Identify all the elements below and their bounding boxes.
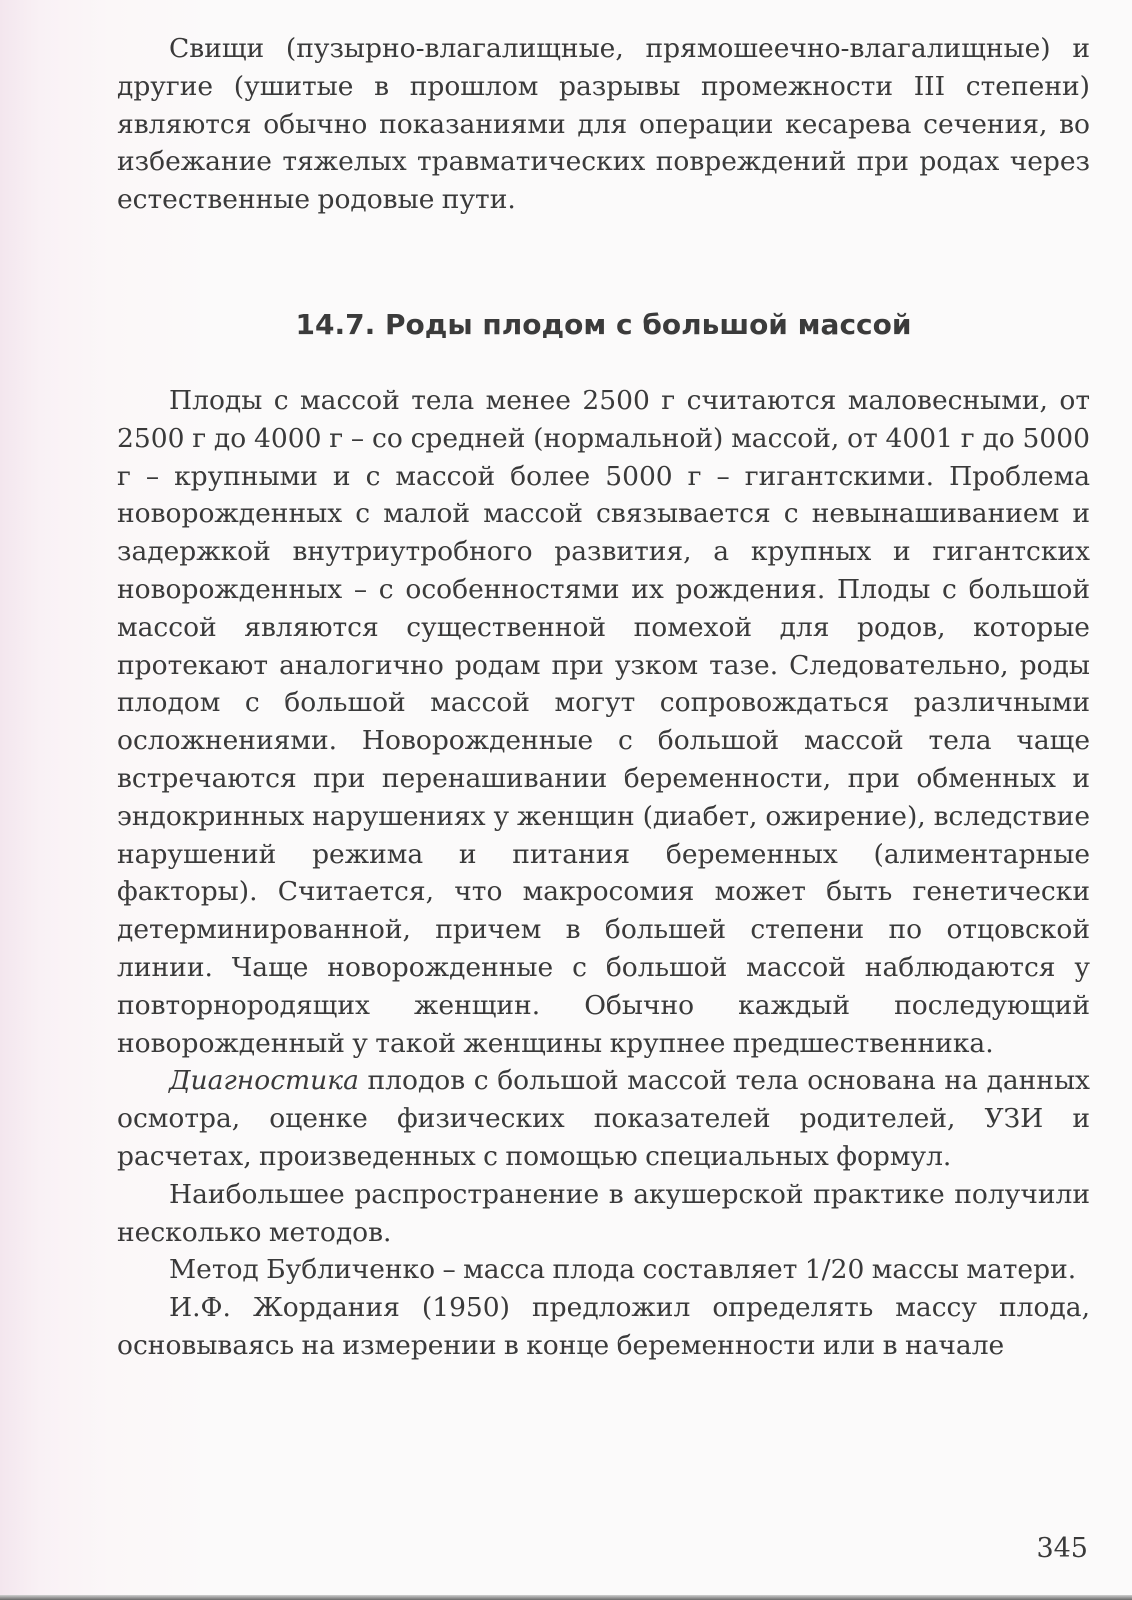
intro-text (117, 30, 1090, 219)
paragraph-bublichenko: Метод Бубличенко – масса плода составляет 1/20 массы матери. (169, 1254, 1077, 1286)
paragraph-birth-weight: Плоды с массой тела менее 2500 г считаются маловесными, от 2500 г до 4000 г – со средней (нормальной) массой, от 4001 г до 5000 г – крупными и с массой более 5000 г – гигантскими. Проблема новорожденных с малой массой связывается с невынашиванием и задержкой внутриутробного развития, а крупных и гигантских новорожденных – с особенностями их рождения. Плоды с большой массой являются существенной помехой для родов, которые протекают аналогично родам при узком тазе. Следовательно, роды плодом с большой массой могут сопровождаться различными осложнениями. Новорожденные с большой массой тела чаще встречаются при перенашивании беременности, при обменных и эндокринных нарушениях у женщин (диабет, ожирение), вследствие нарушений режима и питания беременных (алиментарные факторы). Считается, что макросомия может быть генетически детерминированной, причем в большей степени по отцовской линии. Чаще новорожденные с большой массой наблюдаются у повторнородящих женщин. Обычно каждый последующий новорожденный у такой женщины крупнее предшественника. (117, 385, 1090, 1059)
paragraph-zhordania: И.Ф. Жордания (1950) предложил определять массу плода, основываясь на измерении в конце беременности или в начале (117, 1292, 1090, 1361)
paragraph-diagnostics (117, 1062, 1090, 1175)
intro-paragraph: Свищи (пузырно-влагалищные, прямошеечно-влагалищные) и другие (ушитые в прошлом разрывы промежности III степени) являются обычно показаниями для операции кесарева сечения, во избежание тяжелых травматических повреждений при родах через естественные родовые пути. (117, 33, 1090, 216)
diagnostics-term: Диагностика (169, 1065, 359, 1097)
diagnostics-text: плодов с большой массой тела основана на данных осмотра, оценке физических показателей родителей, УЗИ и расчетах, произведенных с помощью специальных формул. (117, 1065, 1090, 1172)
page-number: 345 (1036, 1533, 1088, 1564)
paragraph-methods: Наибольшее распространение в акушерской практике получили несколько методов. (117, 1178, 1090, 1248)
section-body (117, 382, 1090, 1365)
page-bottom-edge (0, 1595, 1132, 1600)
section-heading: 14.7. Роды плодом с большой массой (295, 308, 912, 341)
